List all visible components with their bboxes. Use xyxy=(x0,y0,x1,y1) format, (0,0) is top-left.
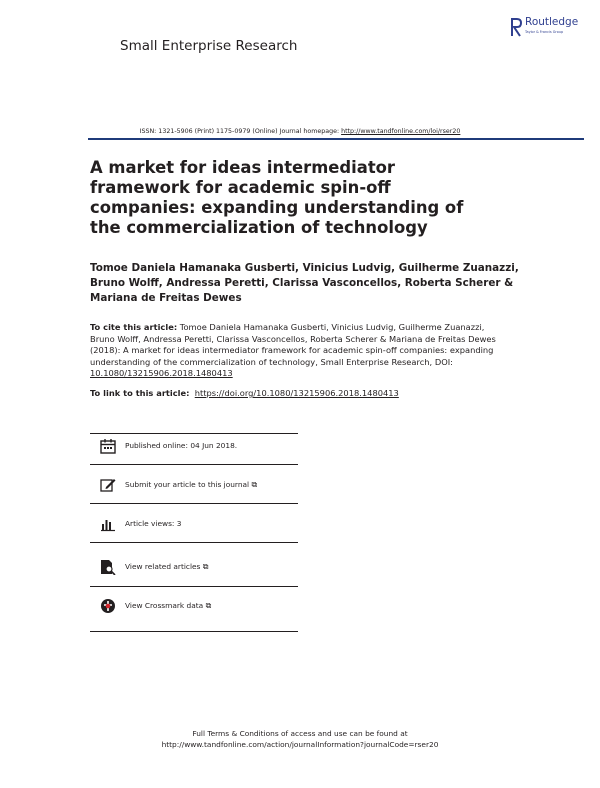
routledge-r-icon xyxy=(511,16,522,38)
cite-text: Tomoe Daniela Hamanaka Gusberti, Vinicius Ludvig, Guilherme Zuanazzi, Bruno Wolff, Andressa Peretti, Clarissa Vasconcellos, Roberta Scherer & Mariana de Freitas Dewes (2018): A market for ideas intermediator framework for academic spin-off companies: expanding understanding of the commercialization of technology, Small Enterprise Research, DOI: xyxy=(90,322,496,367)
external-link-icon: ⧉ xyxy=(205,601,212,610)
crossmark-icon xyxy=(100,598,116,614)
article-authors: Tomoe Daniela Hamanaka Gusberti, Vinicius Ludvig, Guilherme Zuanazzi, Bruno Wolff, Andressa Peretti, Clarissa Vasconcellos, Roberta Scherer & Mariana de Freitas Dewes xyxy=(90,262,519,304)
bar-chart-icon xyxy=(100,516,116,532)
cite-label: To cite this article: xyxy=(90,322,178,332)
routledge-logo[interactable] xyxy=(511,15,595,41)
box-divider xyxy=(90,586,298,587)
edit-icon xyxy=(100,477,116,493)
box-divider xyxy=(90,631,298,632)
logo-tagline: Taylor & Francis Group xyxy=(525,30,564,34)
journal-title: Small Enterprise Research xyxy=(120,38,298,54)
issn-line xyxy=(0,128,600,135)
crossmark-row[interactable] xyxy=(100,598,300,616)
external-link-icon: ⧉ xyxy=(202,562,209,571)
journal-homepage-link[interactable]: http://www.tandfonline.com/loi/rser20 xyxy=(341,128,461,135)
published-row xyxy=(100,438,300,456)
article-url-link[interactable]: https://doi.org/10.1080/13215906.2018.1480413 xyxy=(194,388,399,398)
external-link-icon: ⧉ xyxy=(251,480,258,489)
issn-text: ISSN: 1321-5906 (Print) 1175-0979 (Online) Journal homepage: xyxy=(139,128,342,135)
box-divider xyxy=(90,542,298,543)
submit-article-link[interactable] xyxy=(125,480,257,490)
link-label: To link to this article: xyxy=(90,388,190,398)
related-articles-link[interactable] xyxy=(125,562,209,572)
published-date: Published online: 04 Jun 2018. xyxy=(125,441,238,450)
citation-block xyxy=(90,322,510,380)
box-divider xyxy=(90,464,298,465)
link-to-article xyxy=(90,388,520,398)
box-divider xyxy=(90,433,298,434)
footer xyxy=(0,728,600,750)
submit-label: Submit your article to this journal xyxy=(125,480,250,489)
article-title: A market for ideas intermediator framework for academic spin-off companies: expanding understanding of the commercialization of technology xyxy=(90,158,464,237)
box-divider xyxy=(90,503,298,504)
related-label: View related articles xyxy=(125,562,201,571)
footer-line-1: Full Terms & Conditions of access and use can be found at xyxy=(192,729,408,738)
calendar-icon xyxy=(100,438,116,454)
header-rule xyxy=(88,138,584,140)
views-row xyxy=(100,516,300,534)
related-row[interactable] xyxy=(100,559,300,577)
submit-row[interactable] xyxy=(100,477,300,495)
article-views: Article views: 3 xyxy=(125,519,182,528)
crossmark-link[interactable] xyxy=(125,601,211,611)
logo-name: Routledge xyxy=(525,16,579,28)
crossmark-label: View Crossmark data xyxy=(125,601,204,610)
doi-link[interactable]: 10.1080/13215906.2018.1480413 xyxy=(90,368,233,378)
search-document-icon xyxy=(100,559,116,575)
footer-terms-link[interactable]: http://www.tandfonline.com/action/journalInformation?journalCode=rser20 xyxy=(161,740,439,749)
